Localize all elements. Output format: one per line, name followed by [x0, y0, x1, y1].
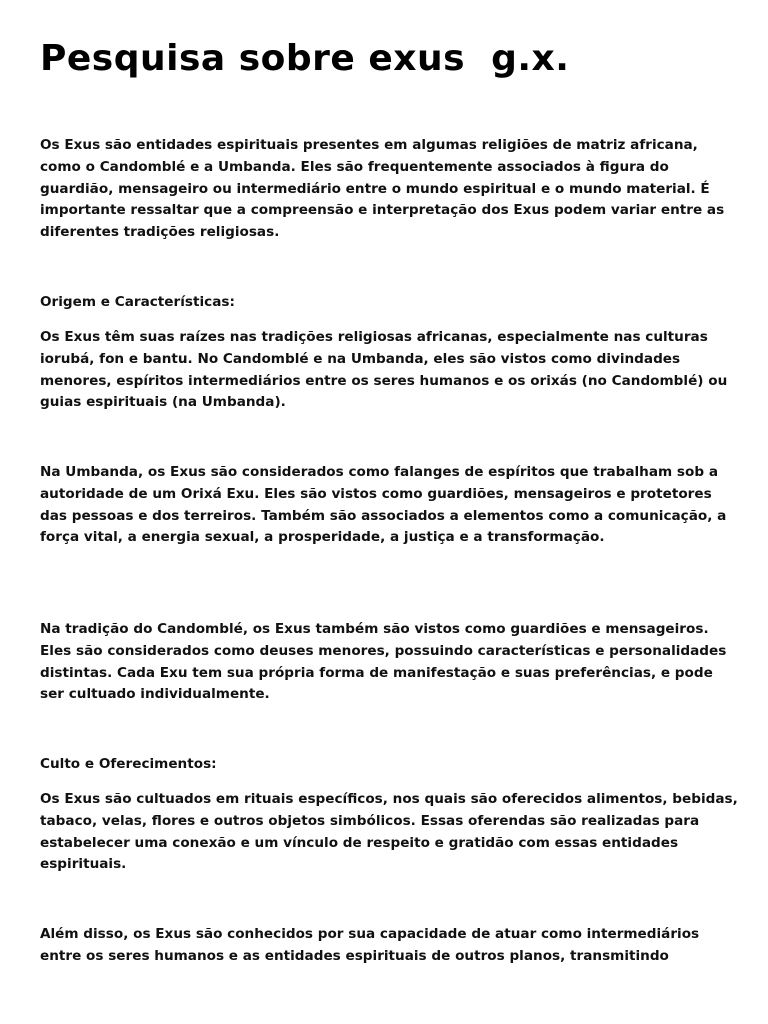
paragraph-umbanda: Na Umbanda, os Exus são considerados como falanges de espíritos que trabalham sob a autoridade de um Orixá Exu. Eles são vistos como guardiões, mensageiros e protetores das pessoas e dos terreiros. Também são associados a elementos como a comunicação, a força vital, a energia sexual, a prosperidade, a justiça e a transformação.	[40, 464, 727, 546]
paragraph-culto: Os Exus são cultuados em rituais específicos, nos quais são oferecidos alimentos, bebidas, tabaco, velas, flores e outros objetos simbólicos. Essas oferendas são realizadas para estabelecer uma conexão e um vínculo de respeito e gratidão com essas entidades espirituais.	[40, 791, 738, 873]
document-title: Pesquisa sobre exus g.x.	[40, 38, 570, 79]
paragraph-candomble: Na tradição do Candomblé, os Exus também são vistos como guardiões e mensageiros. Eles são considerados como deuses menores, possuindo características e personalidades distintas. Cada Exu tem sua própria forma de manifestação e suas preferências, e pode ser cultuado individualmente.	[40, 621, 727, 703]
paragraph-intro: Os Exus são entidades espirituais presentes em algumas religiões de matriz africana, como o Candomblé e a Umbanda. Eles são frequentemente associados à figura do guardião, mensageiro ou intermediário entre o mundo espiritual e o mundo material. É importante ressaltar que a compreensão e interpretação dos Exus podem variar entre as diferentes tradições religiosas.	[40, 137, 725, 241]
section-heading-origem: Origem e Características:	[40, 294, 235, 310]
paragraph-intermediarios: Além disso, os Exus são conhecidos por sua capacidade de atuar como intermediários entre os seres humanos e as entidades espirituais de outros planos, transmitindo	[40, 926, 700, 964]
section-heading-culto: Culto e Oferecimentos:	[40, 756, 217, 772]
paragraph-origem: Os Exus têm suas raízes nas tradições religiosas africanas, especialmente nas culturas iorubá, fon e bantu. No Candomblé e na Umbanda, eles são vistos como divindades menores, espíritos intermediários entre os seres humanos e os orixás (no Candomblé) ou guias espirituais (na Umbanda).	[40, 329, 728, 411]
